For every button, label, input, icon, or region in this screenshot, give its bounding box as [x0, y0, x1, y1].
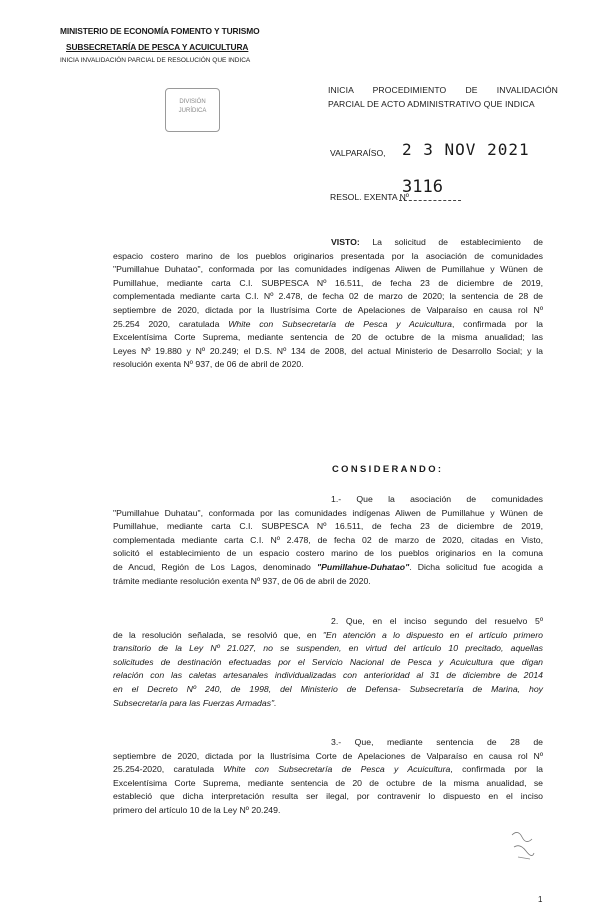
- p2-text-2a: de la resolución señalada, se resolvió que, en: [113, 629, 317, 640]
- handwritten-initials: [508, 825, 538, 865]
- division-stamp: [165, 88, 220, 132]
- document-subject: [328, 83, 558, 111]
- p1-line-2: "Pumillahue Duhatau", conformada por las comunidades indígenas Aliwen de Pumillahue y Wünen de: [113, 507, 543, 518]
- p3-line-3: [113, 763, 543, 777]
- visto-line-4: Pumillahue, mediante carta C.I. SUBPESCA Nº 16.511, de fecha 23 de diciembre de 2019,: [113, 277, 543, 288]
- considerando-paragraph-2: [113, 615, 543, 710]
- visto-text-7c: , confirmada por la: [451, 318, 543, 329]
- visto-line-2: espacio costero marino de los pueblos originarios presentada por la asociación de comunidades: [113, 250, 543, 261]
- visto-paragraph: [113, 236, 543, 372]
- p2-line-7: Subsecretaría para las Fuerzas Armadas".: [113, 697, 277, 708]
- resolution-number: 3116: [402, 177, 443, 197]
- ministry-name: MINISTERIO DE ECONOMÍA FOMENTO Y TURISMO: [60, 26, 260, 36]
- p3-text-3c: , confirmada por la: [450, 764, 543, 775]
- p3-line-2: septiembre de 2020, dictada por la Ilustrísima Corte de Apelaciones de Valparaíso en causa rol Nº: [113, 750, 543, 761]
- subject-line-2: PARCIAL DE ACTO ADMINISTRATIVO QUE INDICA: [328, 99, 535, 109]
- considerando-paragraph-3: [113, 736, 543, 818]
- p1-line-1: 1.- Que la asociación de comunidades: [331, 494, 543, 504]
- p3-case-title-italic: White con Subsecretaría de Pesca y Acuicultura: [223, 764, 451, 775]
- undersecretariat-name: SUBSECRETARÍA DE PESCA Y ACUICULTURA: [66, 42, 249, 52]
- visto-line-6: septiembre de 2020, dictada por la Ilustrísima Corte de Apelaciones de Valparaíso en causa rol Nº: [113, 304, 543, 315]
- p2-line-5: relación con las caletas artesanales individualizadas con anterioridad al 31 de diciembre de 2014: [113, 670, 543, 681]
- date-stamp: 2 3 NOV 2021: [402, 140, 530, 159]
- resolution-number-line: [399, 200, 461, 201]
- p2-line-1: 2. Que, en el inciso segundo del resuelvo 5º: [331, 616, 543, 626]
- p1-line-6: [113, 561, 543, 575]
- p1-line-5: solicitó el establecimiento de un espacio costero marino de los pueblos originarios en la comuna: [113, 548, 543, 559]
- p3-line-4: Excelentísima Corte Suprema, mediante sentencia de 20 de octubre de la misma anualidad, se: [113, 777, 543, 788]
- p1-line-7: trámite mediante resolución exenta Nº 937, de 06 de abril de 2020.: [113, 575, 371, 586]
- p1-line-3: Pumillahue, mediante carta C.I. SUBPESCA Nº 16.511, de fecha 23 de diciembre de 2019,: [113, 521, 543, 532]
- p1-text-6a: de Ancud, Región de Los Lagos, denominado: [113, 561, 311, 572]
- stamp-line-2: JURÍDICA: [178, 108, 207, 114]
- visto-line-7: [113, 318, 543, 332]
- visto-line-5: complementada mediante carta C.I. Nº 2.478, de fecha 02 de marzo de 2020; la sentencia de 28 de: [113, 291, 543, 302]
- visto-label: VISTO:: [331, 237, 360, 247]
- considerando-paragraph-1: [113, 493, 543, 588]
- p3-line-6: primero del artículo 10 de la Ley Nº 20.249.: [113, 804, 281, 815]
- p1-line-4: complementada mediante carta C.I. Nº 2.478, de fecha 02 de marzo de 2020, citadas en Visto,: [113, 534, 543, 545]
- visto-text-7a: 25.254 2020, caratulada: [113, 318, 220, 329]
- visto-line-10: resolución exenta Nº 937, de 06 de abril de 2020.: [113, 359, 304, 370]
- place-label: VALPARAÍSO,: [330, 148, 386, 158]
- p3-line-5: estableció que dicha interpretación resulta ser ilegal, por contravenir lo dispuesto en el inciso: [113, 791, 543, 802]
- case-title-italic: White con Subsecretaría de Pesca y Acuicultura: [228, 318, 452, 329]
- page-number: 1: [538, 895, 543, 904]
- visto-text-1: La solicitud de establecimiento de: [372, 237, 543, 247]
- visto-line-1: [113, 236, 543, 250]
- stamp-line-1: DIVISIÓN: [179, 99, 206, 105]
- resolution-label: RESOL. EXENTA Nº: [330, 192, 409, 202]
- p2-line-6: en el Decreto Nº 240, de 1998, del Ministerio de Defensa- Subsecretaría de Marina, hoy: [113, 683, 543, 694]
- ecmpo-name: "Pumillahue-Duhatao": [316, 561, 410, 572]
- p2-line-2: [113, 629, 543, 643]
- p1-text-6c: . Dicha solicitud fue acogida a: [409, 561, 543, 572]
- visto-line-8: Excelentísima Corte Suprema, mediante sentencia de 20 de octubre de la misma anualidad; las: [113, 332, 543, 343]
- subject-line-1: INICIA PROCEDIMIENTO DE INVALIDACIÓN: [328, 85, 558, 95]
- visto-line-3: "Pumillahue Duhatao", conformada por las comunidades indígenas Aliwen de Pumillahue y Wünen de: [113, 264, 543, 275]
- header-reference-line: INICIA INVALIDACIÓN PARCIAL DE RESOLUCIÓN QUE INDICA: [60, 57, 251, 64]
- p3-line-1: 3.- Que, mediante sentencia de 28 de: [331, 737, 543, 747]
- p3-text-3a: 25.254-2020, caratulada: [113, 764, 215, 775]
- p2-line-4: solicitudes de destinación efectuadas por el Servicio Nacional de Pesca y Acuicultura que digan: [113, 656, 543, 667]
- p2-quote-start: "En atención a lo dispuesto en el artículo primero: [322, 629, 543, 640]
- p2-line-3: transitorio de la Ley Nº 21.027, no se suspenden, en virtud del artículo 10 precitado, aquellas: [113, 643, 543, 654]
- visto-line-9: Leyes Nº 19.880 y Nº 20.249; el D.S. Nº 134 de 2008, del actual Ministerio de Desarrollo Social; y la: [113, 345, 543, 356]
- considerando-heading: CONSIDERANDO:: [332, 463, 444, 474]
